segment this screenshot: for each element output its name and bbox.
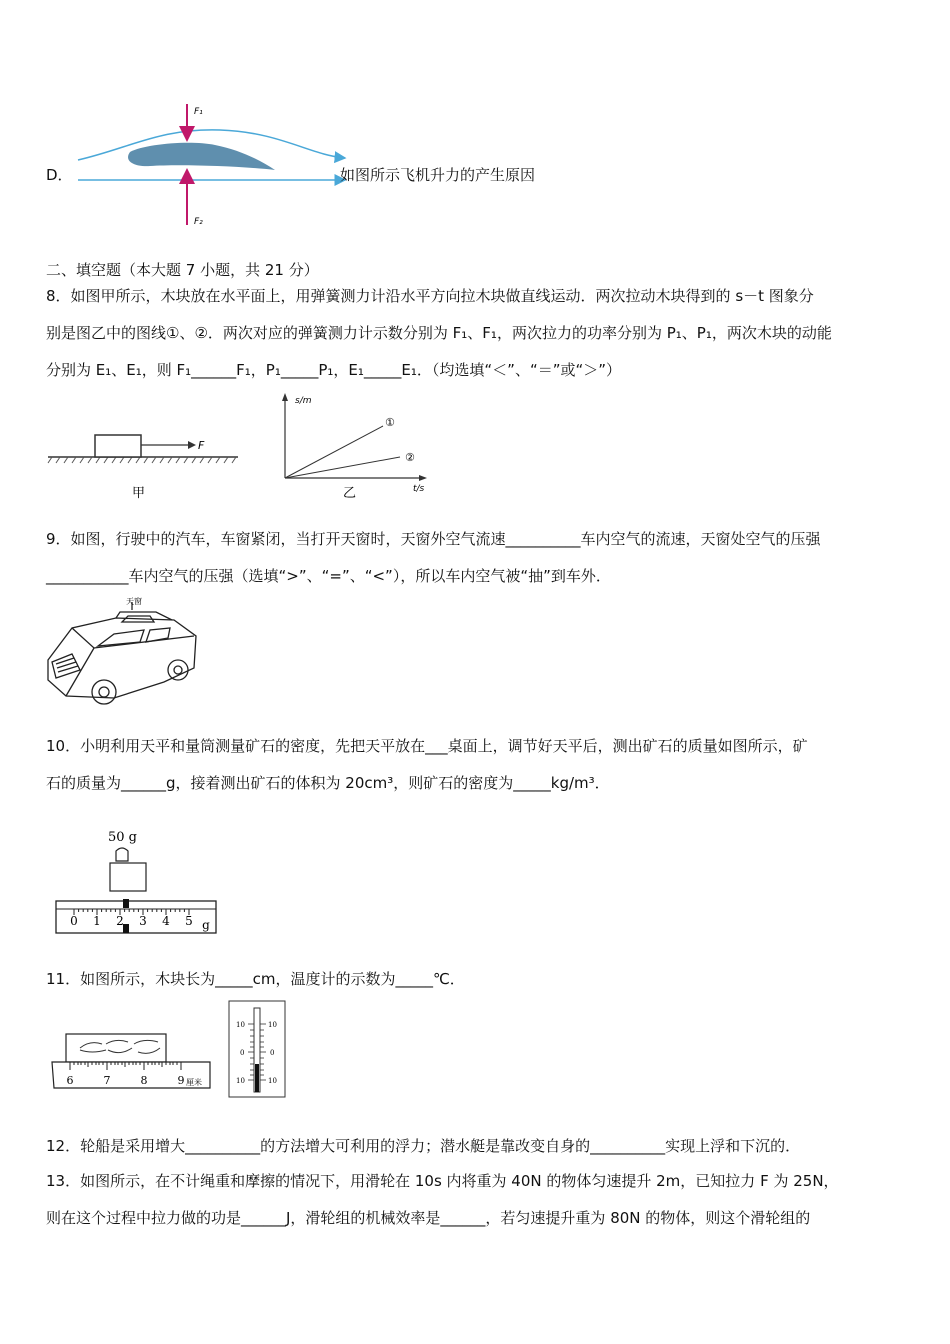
ruler-figure [50,1030,215,1095]
graph-line-2 [285,457,400,478]
rider-bottom [123,924,129,933]
force-label: F [198,439,205,452]
airfoil-figure [70,100,350,235]
weight-label: 50 g [108,830,137,845]
f1-label: F₁ [194,107,203,117]
ruler-tick-6: 6 [66,1074,74,1087]
ruler-unit: 厘米 [186,1078,202,1087]
q8-line2: 别是图乙中的图线①、②．两次对应的弹簧测力计示数分别为 F₁、F₁，两次拉力的功率分别为 P₁、P₁，两次木块的动能 [46,324,832,342]
option-d-label: D． [46,166,73,184]
scale-tick-4: 4 [162,914,170,928]
scale-tick-0: 0 [70,914,78,928]
q9-line1: 9．如图，行驶中的汽车，车窗紧闭，当打开天窗时，天窗外空气流速__________车内空气的流速，天窗处空气的压强 [46,530,821,548]
q8-line1: 8．如图甲所示，木块放在水平面上，用弹簧测力计沿水平方向拉木块做直线运动．两次拉动木块得到的 s－t 图象分 [46,287,814,305]
q8-figure-jia [48,425,243,505]
block [95,435,141,457]
weight-block [110,863,146,891]
ruler-tick-8: 8 [140,1074,148,1087]
q10-line2: 石的质量为______g，接着测出矿石的体积为 20cm³，则矿石的密度为_____kg/m³． [46,774,610,792]
scale-tick-3: 3 [139,914,147,928]
q9-line2: ___________车内空气的压强（选填“>”、“=”、“<”），所以车内空气被“抽”到车外． [46,567,611,585]
thermo-right-minus10: 10 [268,1077,277,1085]
mercury-column [255,1064,259,1092]
scale-unit: g [202,918,210,932]
scale-tick-1: 1 [93,914,101,928]
f2-label: F₂ [194,217,203,227]
wood-block [66,1034,166,1062]
fig-yi-caption: 乙 [343,486,357,501]
balance-figure [52,825,222,940]
rider-top [123,899,129,908]
thermo-left-minus10: 10 [236,1077,245,1085]
q8-line3: 分别为 E₁、E₁，则 F₁______F₁，P₁_____P₁，E₁_____E₁．（均选填“＜”、“＝”或“＞”） [46,361,622,379]
scale-tick-5: 5 [185,914,193,928]
sunroof-label: 天窗 [126,597,142,606]
thermo-left-10: 10 [236,1021,245,1029]
thermo-right-0: 0 [270,1049,275,1057]
option-d-caption: 如图所示飞机升力的产生原因 [340,166,536,184]
ruler-tick-9: 9 [177,1074,185,1087]
ruler-tick-7: 7 [103,1074,111,1087]
scale-tick-2: 2 [116,914,124,928]
curve-2-label: ② [405,451,415,464]
curve-1-label: ① [385,416,395,429]
y-axis-label: s/m [295,396,312,406]
q13-line2: 则在这个过程中拉力做的功是______J，滑轮组的机械效率是______，若匀速提升重为 80N 的物体，则这个滑轮组的 [46,1209,811,1227]
thermo-left-0: 0 [240,1049,245,1057]
thermo-right-10: 10 [268,1021,277,1029]
q12-line1: 12．轮船是采用增大__________的方法增大可利用的浮力；潜水艇是靠改变自身的__________实现上浮和下沉的． [46,1137,801,1155]
q13-line1: 13．如图所示，在不计绳重和摩擦的情况下，用滑轮在 10s 内将重为 40N 的物体匀速提升 2m，已知拉力 F 为 25N， [46,1172,839,1190]
car-figure [44,598,204,716]
wing-shape [128,143,275,170]
q10-line1: 10．小明利用天平和量筒测量矿石的密度，先把天平放在___桌面上，调节好天平后，测出矿石的质量如图所示，矿 [46,737,808,755]
q11-line1: 11．如图所示，木块长为_____cm，温度计的示数为_____℃． [46,970,465,988]
thermometer-figure [228,1000,288,1100]
section-title: 二、填空题（本大题 7 小题，共 21 分） [46,261,319,279]
x-axis-label: t/s [413,484,425,494]
fig-jia-caption: 甲 [132,486,146,501]
q8-figure-yi [275,393,445,503]
graph-line-1 [285,426,383,478]
